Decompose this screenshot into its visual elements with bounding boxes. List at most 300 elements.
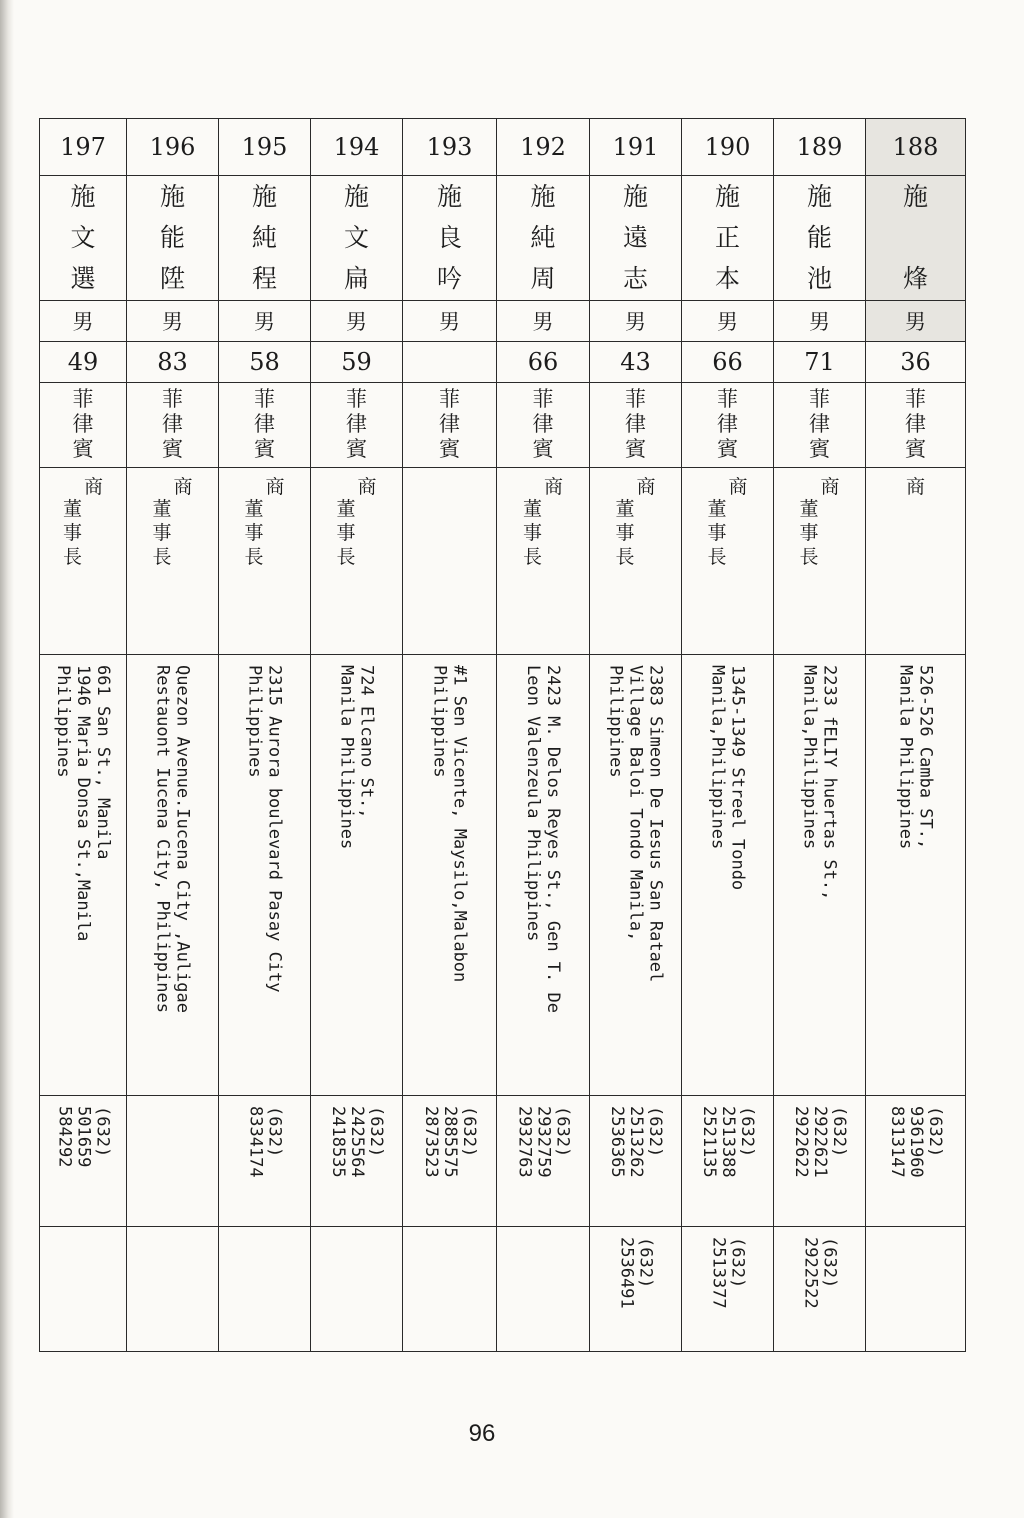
occupation-char: 董 bbox=[707, 498, 727, 520]
record-address bbox=[497, 655, 589, 1095]
record-nationality-cell bbox=[774, 383, 866, 468]
occupation-left bbox=[152, 498, 171, 654]
record-telephone-cell bbox=[127, 1096, 219, 1227]
occupation-right bbox=[906, 476, 925, 654]
telephone-line: 2513262 bbox=[626, 1106, 646, 1178]
row-occupation bbox=[40, 468, 966, 655]
record-name-cell bbox=[774, 176, 866, 301]
record-telephone-cell bbox=[311, 1096, 403, 1227]
record-name bbox=[774, 176, 865, 300]
occupation-right bbox=[266, 476, 285, 654]
record-occupation-cell bbox=[774, 468, 866, 655]
nationality-char: 律 bbox=[717, 411, 738, 436]
row-telephone-2 bbox=[40, 1227, 966, 1352]
name-char: 能 bbox=[159, 223, 185, 252]
record-name-cell bbox=[682, 176, 774, 301]
record-sex: 男 bbox=[127, 301, 219, 342]
occupation-char: 商 bbox=[265, 476, 285, 498]
record-address-cell bbox=[219, 655, 311, 1096]
record-name bbox=[682, 176, 773, 300]
telephone-line: 2932763 bbox=[514, 1106, 535, 1178]
record-age: 58 bbox=[219, 342, 311, 383]
record-address-cell bbox=[403, 655, 497, 1096]
occupation-char: 事 bbox=[244, 521, 264, 544]
nationality-char: 菲 bbox=[717, 387, 738, 411]
nationality-char: 賓 bbox=[717, 436, 738, 461]
record-name-cell bbox=[866, 176, 966, 301]
record-name bbox=[497, 176, 589, 300]
telephone-line: 2418535 bbox=[328, 1106, 348, 1178]
nationality-char: 律 bbox=[905, 411, 926, 436]
address-line: 2423 M. Delos Reyes St., Gen T. De bbox=[543, 665, 563, 1013]
occupation-left bbox=[615, 498, 634, 654]
record-nationality-cell bbox=[497, 383, 590, 468]
record-occupation bbox=[497, 468, 589, 654]
occupation-left bbox=[707, 498, 726, 654]
record-occupation-cell bbox=[403, 468, 497, 655]
record-address bbox=[866, 655, 965, 1095]
record-name-cell bbox=[403, 176, 497, 301]
record-number: 192 bbox=[497, 119, 590, 176]
record-telephone-cell bbox=[866, 1096, 966, 1227]
record-telephone-2 bbox=[127, 1227, 218, 1351]
name-char: 本 bbox=[714, 264, 740, 293]
telephone-line: (632) bbox=[925, 1106, 945, 1158]
telephone-line: 2536491 bbox=[616, 1237, 637, 1309]
record-nationality-cell bbox=[219, 383, 311, 468]
name-char: 周 bbox=[530, 264, 556, 293]
telephone-line: (632) bbox=[459, 1106, 479, 1158]
record-nationality-cell bbox=[682, 383, 774, 468]
name-char: 施 bbox=[622, 182, 648, 211]
nationality-char: 菲 bbox=[162, 387, 183, 411]
address-line: #1 Sen Vicente, Maysilo,Malabon bbox=[449, 665, 470, 983]
telephone-line: (632) bbox=[552, 1106, 573, 1158]
address-line: 526-526 Camba ST., bbox=[915, 665, 936, 850]
record-occupation bbox=[682, 468, 773, 654]
record-telephone-2-cell bbox=[403, 1227, 497, 1352]
record-occupation-cell bbox=[866, 468, 966, 655]
record-name bbox=[866, 176, 965, 300]
record-address bbox=[219, 655, 310, 1095]
record-telephone-cell bbox=[682, 1096, 774, 1227]
nationality-char: 菲 bbox=[254, 387, 275, 411]
occupation-char: 商 bbox=[84, 476, 104, 498]
telephone-line: 2922621 bbox=[810, 1106, 830, 1178]
occupation-char: 事 bbox=[707, 521, 727, 544]
record-number: 196 bbox=[127, 119, 219, 176]
name-char: 文 bbox=[70, 223, 96, 252]
name-char: 施 bbox=[436, 182, 462, 211]
address-line: Manila,Philippines bbox=[707, 665, 728, 850]
record-telephone bbox=[219, 1096, 310, 1226]
nationality-char: 律 bbox=[532, 411, 554, 436]
occupation-right bbox=[637, 476, 656, 654]
record-occupation bbox=[40, 468, 126, 654]
name-char: 程 bbox=[251, 264, 277, 293]
telephone-line: (632) bbox=[264, 1106, 285, 1158]
telephone-line: (632) bbox=[645, 1106, 665, 1158]
address-line: Restauont Iucena City, Philippines bbox=[152, 665, 173, 1013]
record-number: 191 bbox=[590, 119, 682, 176]
record-sex: 男 bbox=[497, 301, 590, 342]
address-line: Manila,Philippines bbox=[799, 665, 820, 850]
record-address bbox=[774, 655, 865, 1095]
record-nationality bbox=[497, 383, 589, 461]
record-telephone-cell bbox=[497, 1096, 590, 1227]
row-address bbox=[40, 655, 966, 1096]
record-telephone-2 bbox=[590, 1227, 681, 1351]
record-name-cell bbox=[219, 176, 311, 301]
page-edge bbox=[0, 0, 14, 1518]
nationality-char: 律 bbox=[625, 411, 646, 436]
address-line: Philippines bbox=[429, 665, 450, 778]
record-telephone-cell bbox=[590, 1096, 682, 1227]
nationality-char: 菲 bbox=[809, 387, 830, 411]
record-nationality bbox=[682, 383, 773, 461]
record-occupation bbox=[774, 468, 865, 654]
record-number: 194 bbox=[311, 119, 403, 176]
telephone-line: (632) bbox=[92, 1106, 113, 1158]
record-name bbox=[311, 176, 402, 300]
address-line: Manila Philippines bbox=[336, 665, 357, 850]
record-occupation bbox=[403, 468, 496, 654]
record-age: 36 bbox=[866, 342, 966, 383]
record-sex: 男 bbox=[219, 301, 311, 342]
telephone-line: 2425564 bbox=[347, 1106, 367, 1178]
occupation-char: 董 bbox=[799, 498, 819, 520]
occupation-char: 商 bbox=[905, 476, 925, 498]
occupation-left bbox=[63, 498, 82, 654]
record-telephone bbox=[774, 1096, 865, 1226]
occupation-char: 長 bbox=[62, 545, 82, 568]
nationality-char: 賓 bbox=[809, 436, 830, 461]
record-number: 189 bbox=[774, 119, 866, 176]
occupation-right bbox=[821, 476, 840, 654]
record-occupation-cell bbox=[40, 468, 127, 655]
record-age: 43 bbox=[590, 342, 682, 383]
nationality-char: 菲 bbox=[905, 387, 926, 411]
record-telephone-cell bbox=[403, 1096, 497, 1227]
occupation-char: 長 bbox=[522, 545, 542, 568]
record-occupation-cell bbox=[682, 468, 774, 655]
nationality-char: 賓 bbox=[72, 436, 94, 461]
telephone-line: 584292 bbox=[54, 1106, 75, 1168]
record-sex: 男 bbox=[682, 301, 774, 342]
nationality-char: 律 bbox=[162, 411, 183, 436]
record-telephone-2-cell bbox=[590, 1227, 682, 1352]
record-telephone-2 bbox=[311, 1227, 402, 1351]
record-age: 49 bbox=[40, 342, 127, 383]
record-sex: 男 bbox=[774, 301, 866, 342]
record-nationality-cell bbox=[866, 383, 966, 468]
record-telephone-2-cell bbox=[40, 1227, 127, 1352]
occupation-char: 事 bbox=[336, 521, 356, 544]
telephone-line: 2536365 bbox=[607, 1106, 627, 1178]
record-name-cell bbox=[311, 176, 403, 301]
record-occupation-cell bbox=[497, 468, 590, 655]
address-line: Philippines bbox=[53, 665, 73, 778]
row-number bbox=[40, 119, 966, 176]
occupation-char: 商 bbox=[173, 476, 193, 498]
address-line: 2383 Simeon De Iesus San Ratael bbox=[645, 665, 666, 983]
nationality-char: 菲 bbox=[532, 387, 554, 411]
occupation-char: 長 bbox=[707, 545, 727, 568]
nationality-char: 賓 bbox=[905, 436, 926, 461]
nationality-char: 菲 bbox=[346, 387, 367, 411]
record-telephone bbox=[590, 1096, 681, 1226]
occupation-char: 商 bbox=[357, 476, 377, 498]
record-telephone-cell bbox=[774, 1096, 866, 1227]
occupation-char: 長 bbox=[244, 545, 264, 568]
address-line: 1345-1349 Streel Tondo bbox=[727, 665, 748, 891]
telephone-line: (632) bbox=[737, 1106, 757, 1158]
address-line: 2233 fELIY huertas St., bbox=[819, 665, 840, 901]
record-address bbox=[311, 655, 402, 1095]
row-name bbox=[40, 176, 966, 301]
address-line: Philippines bbox=[605, 665, 626, 778]
page-number: 96 bbox=[468, 1420, 496, 1447]
record-name bbox=[403, 176, 496, 300]
nationality-char: 賓 bbox=[162, 436, 183, 461]
record-occupation-cell bbox=[311, 468, 403, 655]
record-occupation-cell bbox=[590, 468, 682, 655]
occupation-char: 董 bbox=[615, 498, 635, 520]
record-nationality-cell bbox=[311, 383, 403, 468]
record-nationality bbox=[590, 383, 681, 461]
record-number: 188 bbox=[866, 119, 966, 176]
telephone-line: 2513377 bbox=[708, 1237, 729, 1309]
address-line: 2315 Aurora boulevard Pasay City bbox=[264, 665, 285, 993]
name-char: 選 bbox=[70, 264, 96, 293]
telephone-line: (632) bbox=[829, 1106, 849, 1158]
telephone-line: (632) bbox=[819, 1237, 840, 1289]
directory-table bbox=[39, 118, 966, 1352]
address-line: Village Baloi Tondo Manila, bbox=[625, 665, 646, 942]
nationality-char: 律 bbox=[809, 411, 830, 436]
record-address-cell bbox=[682, 655, 774, 1096]
record-telephone-2 bbox=[497, 1227, 589, 1351]
record-telephone-2 bbox=[866, 1227, 965, 1351]
occupation-char: 董 bbox=[62, 498, 82, 520]
record-address-cell bbox=[311, 655, 403, 1096]
record-telephone bbox=[497, 1096, 589, 1226]
row-telephone bbox=[40, 1096, 966, 1227]
address-line: Leon Valenzeula Philippines bbox=[523, 665, 543, 942]
telephone-line: 2885575 bbox=[440, 1106, 460, 1178]
nationality-char: 菲 bbox=[439, 387, 460, 411]
name-char: 池 bbox=[806, 264, 832, 293]
telephone-line: 2932759 bbox=[533, 1106, 554, 1178]
record-nationality bbox=[219, 383, 310, 461]
name-char: 能 bbox=[806, 223, 832, 252]
record-nationality bbox=[403, 383, 496, 461]
occupation-left bbox=[244, 498, 263, 654]
nationality-char: 律 bbox=[439, 411, 460, 436]
record-address bbox=[40, 655, 126, 1095]
record-address-cell bbox=[866, 655, 966, 1096]
record-name bbox=[219, 176, 310, 300]
occupation-left bbox=[523, 498, 542, 654]
occupation-right bbox=[544, 476, 563, 654]
record-name bbox=[590, 176, 681, 300]
record-telephone-2 bbox=[774, 1227, 865, 1351]
occupation-char: 長 bbox=[799, 545, 819, 568]
occupation-char: 事 bbox=[615, 521, 635, 544]
name-char: 施 bbox=[530, 182, 556, 211]
telephone-line: 2521135 bbox=[699, 1106, 719, 1178]
record-address-cell bbox=[590, 655, 682, 1096]
record-sex: 男 bbox=[590, 301, 682, 342]
address-line: 661 San St., Manila bbox=[93, 665, 113, 860]
record-age: 71 bbox=[774, 342, 866, 383]
name-char: 文 bbox=[343, 223, 369, 252]
record-address-cell bbox=[774, 655, 866, 1096]
row-sex bbox=[40, 301, 966, 342]
occupation-char: 董 bbox=[244, 498, 264, 520]
record-nationality bbox=[311, 383, 402, 461]
record-telephone-2-cell bbox=[774, 1227, 866, 1352]
nationality-char: 律 bbox=[72, 411, 94, 436]
name-char: 純 bbox=[530, 223, 556, 252]
record-nationality-cell bbox=[40, 383, 127, 468]
occupation-right bbox=[84, 476, 103, 654]
record-number: 195 bbox=[219, 119, 311, 176]
occupation-right bbox=[174, 476, 193, 654]
telephone-line: 2513388 bbox=[718, 1106, 738, 1178]
record-nationality-cell bbox=[403, 383, 497, 468]
record-occupation bbox=[219, 468, 310, 654]
telephone-line: 9361960 bbox=[906, 1106, 926, 1178]
address-line: 1946 Maria Donsa St.,Manila bbox=[73, 665, 93, 942]
record-sex: 男 bbox=[866, 301, 966, 342]
name-char: 施 bbox=[902, 182, 928, 211]
record-address-cell bbox=[40, 655, 127, 1096]
name-char: 施 bbox=[159, 182, 185, 211]
record-occupation-cell bbox=[219, 468, 311, 655]
telephone-line: 2873523 bbox=[421, 1106, 441, 1178]
nationality-char: 菲 bbox=[72, 387, 94, 411]
name-char: 施 bbox=[806, 182, 832, 211]
record-address bbox=[590, 655, 681, 1095]
record-nationality bbox=[40, 383, 126, 461]
record-telephone-cell bbox=[219, 1096, 311, 1227]
record-name bbox=[40, 176, 126, 300]
record-age: 83 bbox=[127, 342, 219, 383]
record-age: 66 bbox=[497, 342, 590, 383]
occupation-right bbox=[358, 476, 377, 654]
occupation-char: 商 bbox=[728, 476, 748, 498]
name-char: 志 bbox=[622, 264, 648, 293]
record-telephone bbox=[403, 1096, 496, 1226]
occupation-char: 商 bbox=[544, 476, 564, 498]
telephone-line: 501659 bbox=[73, 1106, 94, 1168]
occupation-char: 董 bbox=[152, 498, 172, 520]
name-char: 正 bbox=[714, 223, 740, 252]
record-telephone-2-cell bbox=[866, 1227, 966, 1352]
occupation-right bbox=[729, 476, 748, 654]
name-char: 扁 bbox=[343, 264, 369, 293]
nationality-char: 賓 bbox=[254, 436, 275, 461]
telephone-line: 8313147 bbox=[887, 1106, 907, 1178]
occupation-char: 長 bbox=[336, 545, 356, 568]
record-number: 190 bbox=[682, 119, 774, 176]
nationality-char: 律 bbox=[254, 411, 275, 436]
record-telephone-2-cell bbox=[127, 1227, 219, 1352]
record-telephone bbox=[682, 1096, 773, 1226]
occupation-char: 事 bbox=[62, 521, 82, 544]
record-telephone-2 bbox=[219, 1227, 310, 1351]
record-occupation bbox=[590, 468, 681, 654]
record-occupation-cell bbox=[127, 468, 219, 655]
occupation-char: 長 bbox=[152, 545, 172, 568]
name-char: 施 bbox=[714, 182, 740, 211]
record-address-cell bbox=[497, 655, 590, 1096]
row-nationality bbox=[40, 383, 966, 468]
address-line: 724 Elcano St., bbox=[356, 665, 377, 819]
occupation-char: 長 bbox=[615, 545, 635, 568]
record-telephone-2-cell bbox=[219, 1227, 311, 1352]
record-address bbox=[403, 655, 496, 1095]
record-nationality bbox=[774, 383, 865, 461]
telephone-line: (632) bbox=[635, 1237, 656, 1289]
nationality-char: 賓 bbox=[625, 436, 646, 461]
record-number: 193 bbox=[403, 119, 497, 176]
occupation-char: 事 bbox=[799, 521, 819, 544]
nationality-char: 菲 bbox=[625, 387, 646, 411]
record-age bbox=[403, 342, 497, 383]
record-telephone-2 bbox=[40, 1227, 126, 1351]
record-telephone-2-cell bbox=[682, 1227, 774, 1352]
record-address bbox=[682, 655, 773, 1095]
occupation-char: 商 bbox=[820, 476, 840, 498]
record-nationality-cell bbox=[127, 383, 219, 468]
address-line: Manila Philippines bbox=[895, 665, 916, 850]
telephone-line: 2922622 bbox=[791, 1106, 811, 1178]
telephone-line: 8334174 bbox=[245, 1106, 266, 1178]
record-occupation bbox=[866, 468, 965, 654]
occupation-char: 董 bbox=[336, 498, 356, 520]
record-name-cell bbox=[497, 176, 590, 301]
record-telephone bbox=[127, 1096, 218, 1226]
nationality-char: 賓 bbox=[439, 436, 460, 461]
address-line: Quezon Avenue.Iucena City ,Auligae bbox=[172, 665, 193, 1013]
record-telephone bbox=[40, 1096, 126, 1226]
record-age: 59 bbox=[311, 342, 403, 383]
occupation-left bbox=[336, 498, 355, 654]
name-char: 施 bbox=[251, 182, 277, 211]
name-char: 烽 bbox=[902, 264, 928, 293]
record-sex: 男 bbox=[403, 301, 497, 342]
name-char: 陞 bbox=[159, 264, 185, 293]
name-char: 施 bbox=[343, 182, 369, 211]
telephone-line: (632) bbox=[366, 1106, 386, 1158]
nationality-char: 賓 bbox=[346, 436, 367, 461]
occupation-left bbox=[799, 498, 818, 654]
record-telephone-2 bbox=[403, 1227, 496, 1351]
record-age: 66 bbox=[682, 342, 774, 383]
record-occupation bbox=[311, 468, 402, 654]
name-char: 純 bbox=[251, 223, 277, 252]
occupation-char: 事 bbox=[522, 521, 542, 544]
address-line: Philippines bbox=[244, 665, 265, 778]
record-nationality-cell bbox=[590, 383, 682, 468]
record-nationality bbox=[127, 383, 218, 461]
record-address-cell bbox=[127, 655, 219, 1096]
record-telephone-2-cell bbox=[311, 1227, 403, 1352]
record-sex: 男 bbox=[40, 301, 127, 342]
row-age bbox=[40, 342, 966, 383]
